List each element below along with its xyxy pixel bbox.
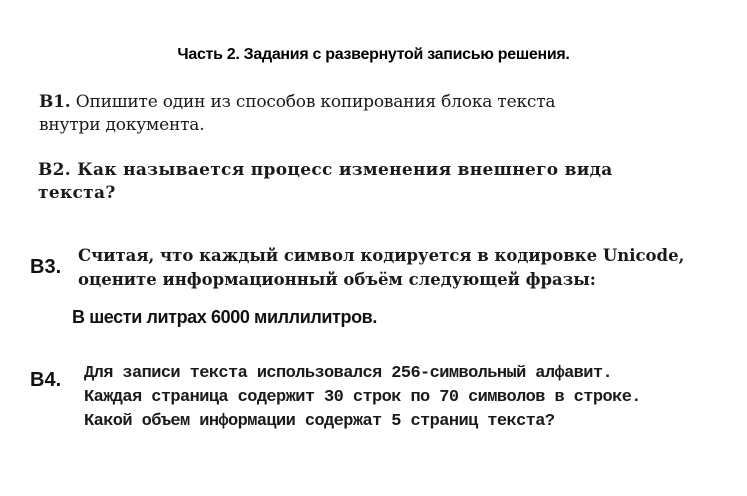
task-b4-line2: Каждая страница содержит 30 строк по 70 символов в строке. bbox=[84, 388, 641, 407]
task-b3-line1: Считая, что каждый символ кодируется в кодировке Unicode, bbox=[78, 246, 685, 265]
task-b2-line2: текста? bbox=[38, 183, 116, 203]
task-b3-label: В3. bbox=[30, 256, 62, 278]
page-title: Часть 2. Задания с развернутой записью решения. bbox=[177, 46, 570, 63]
task-b4-text bbox=[84, 362, 739, 434]
task-b4-label: В4. bbox=[30, 369, 62, 391]
task-b4-line1: Для записи текста использовался 256-символьный алфавит. bbox=[84, 364, 613, 383]
task-b3-phrase: В шести литрах 6000 миллилитров. bbox=[72, 307, 377, 327]
task-b1-number: В1. bbox=[39, 92, 71, 112]
task-b3-text bbox=[78, 244, 728, 292]
task-b4-line3: Какой объем информации содержат 5 страниц текста? bbox=[84, 412, 555, 431]
task-b3-line2: оцените информационный объём следующей фразы: bbox=[78, 270, 596, 289]
task-b2-line1: Как называется процесс изменения внешнего вида bbox=[77, 160, 613, 180]
task-b1-line2: внутри документа. bbox=[39, 115, 205, 135]
task-b2 bbox=[38, 159, 678, 205]
task-b2-number: В2. bbox=[38, 160, 72, 180]
task-b1-line1: Опишите один из способов копирования блока текста bbox=[75, 92, 556, 112]
task-b1 bbox=[39, 91, 639, 137]
